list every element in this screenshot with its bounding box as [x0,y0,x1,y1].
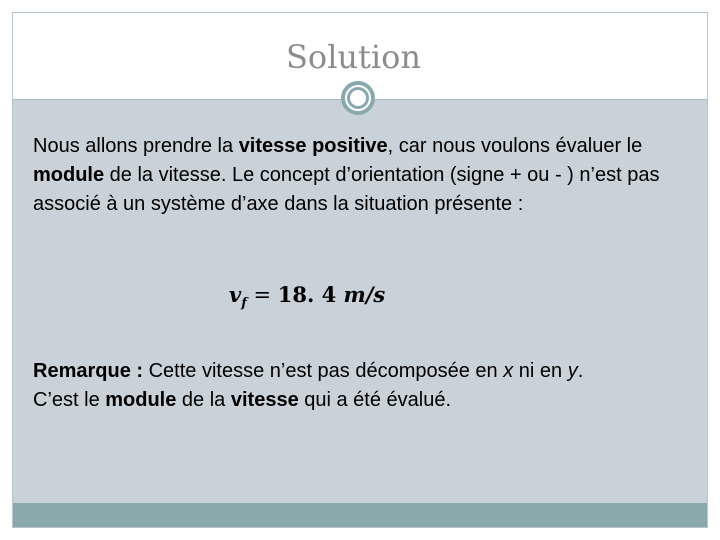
velocity-equation [229,282,386,311]
content-area [13,100,707,503]
remark-paragraph [33,357,703,415]
intro-text-2: , car nous voulons évaluer le [387,135,643,157]
circle-ornament-icon [341,81,375,115]
remark-text-6: qui a été évalué. [298,389,452,411]
intro-paragraph [33,132,693,219]
footer-bar [13,503,707,527]
remark-text-3: . [577,360,584,382]
remark-text-2: ni en [513,360,568,382]
intro-bold-positive-speed: vitesse positive [238,135,388,157]
equation-subscript: f [241,296,247,311]
intro-text-3: de la vitesse. Le concept d’orientation (signe + ou - ) n’est pas associé à un système d’axe dans la situation présente : [33,164,660,215]
intro-bold-module: module [33,164,105,186]
equation-variable: v [229,282,242,307]
remark-bold-speed: vitesse [230,389,299,411]
slide-title: Solution [286,38,421,76]
equation-value: 18. 4 [277,282,337,307]
remark-text-5: de la [176,389,231,411]
remark-bold-module: module [105,389,177,411]
remark-y: y [567,360,578,382]
remark-label: Remarque : [33,360,144,382]
equation-unit: m/s [336,282,386,307]
intro-text-1: Nous allons prendre la [33,135,239,157]
remark-x: x [503,360,514,382]
equation-equals: = [246,283,278,307]
remark-text-4: C’est le [33,389,106,411]
slide [12,12,708,528]
remark-text-1: Cette vitesse n’est pas décomposée en [143,360,504,382]
